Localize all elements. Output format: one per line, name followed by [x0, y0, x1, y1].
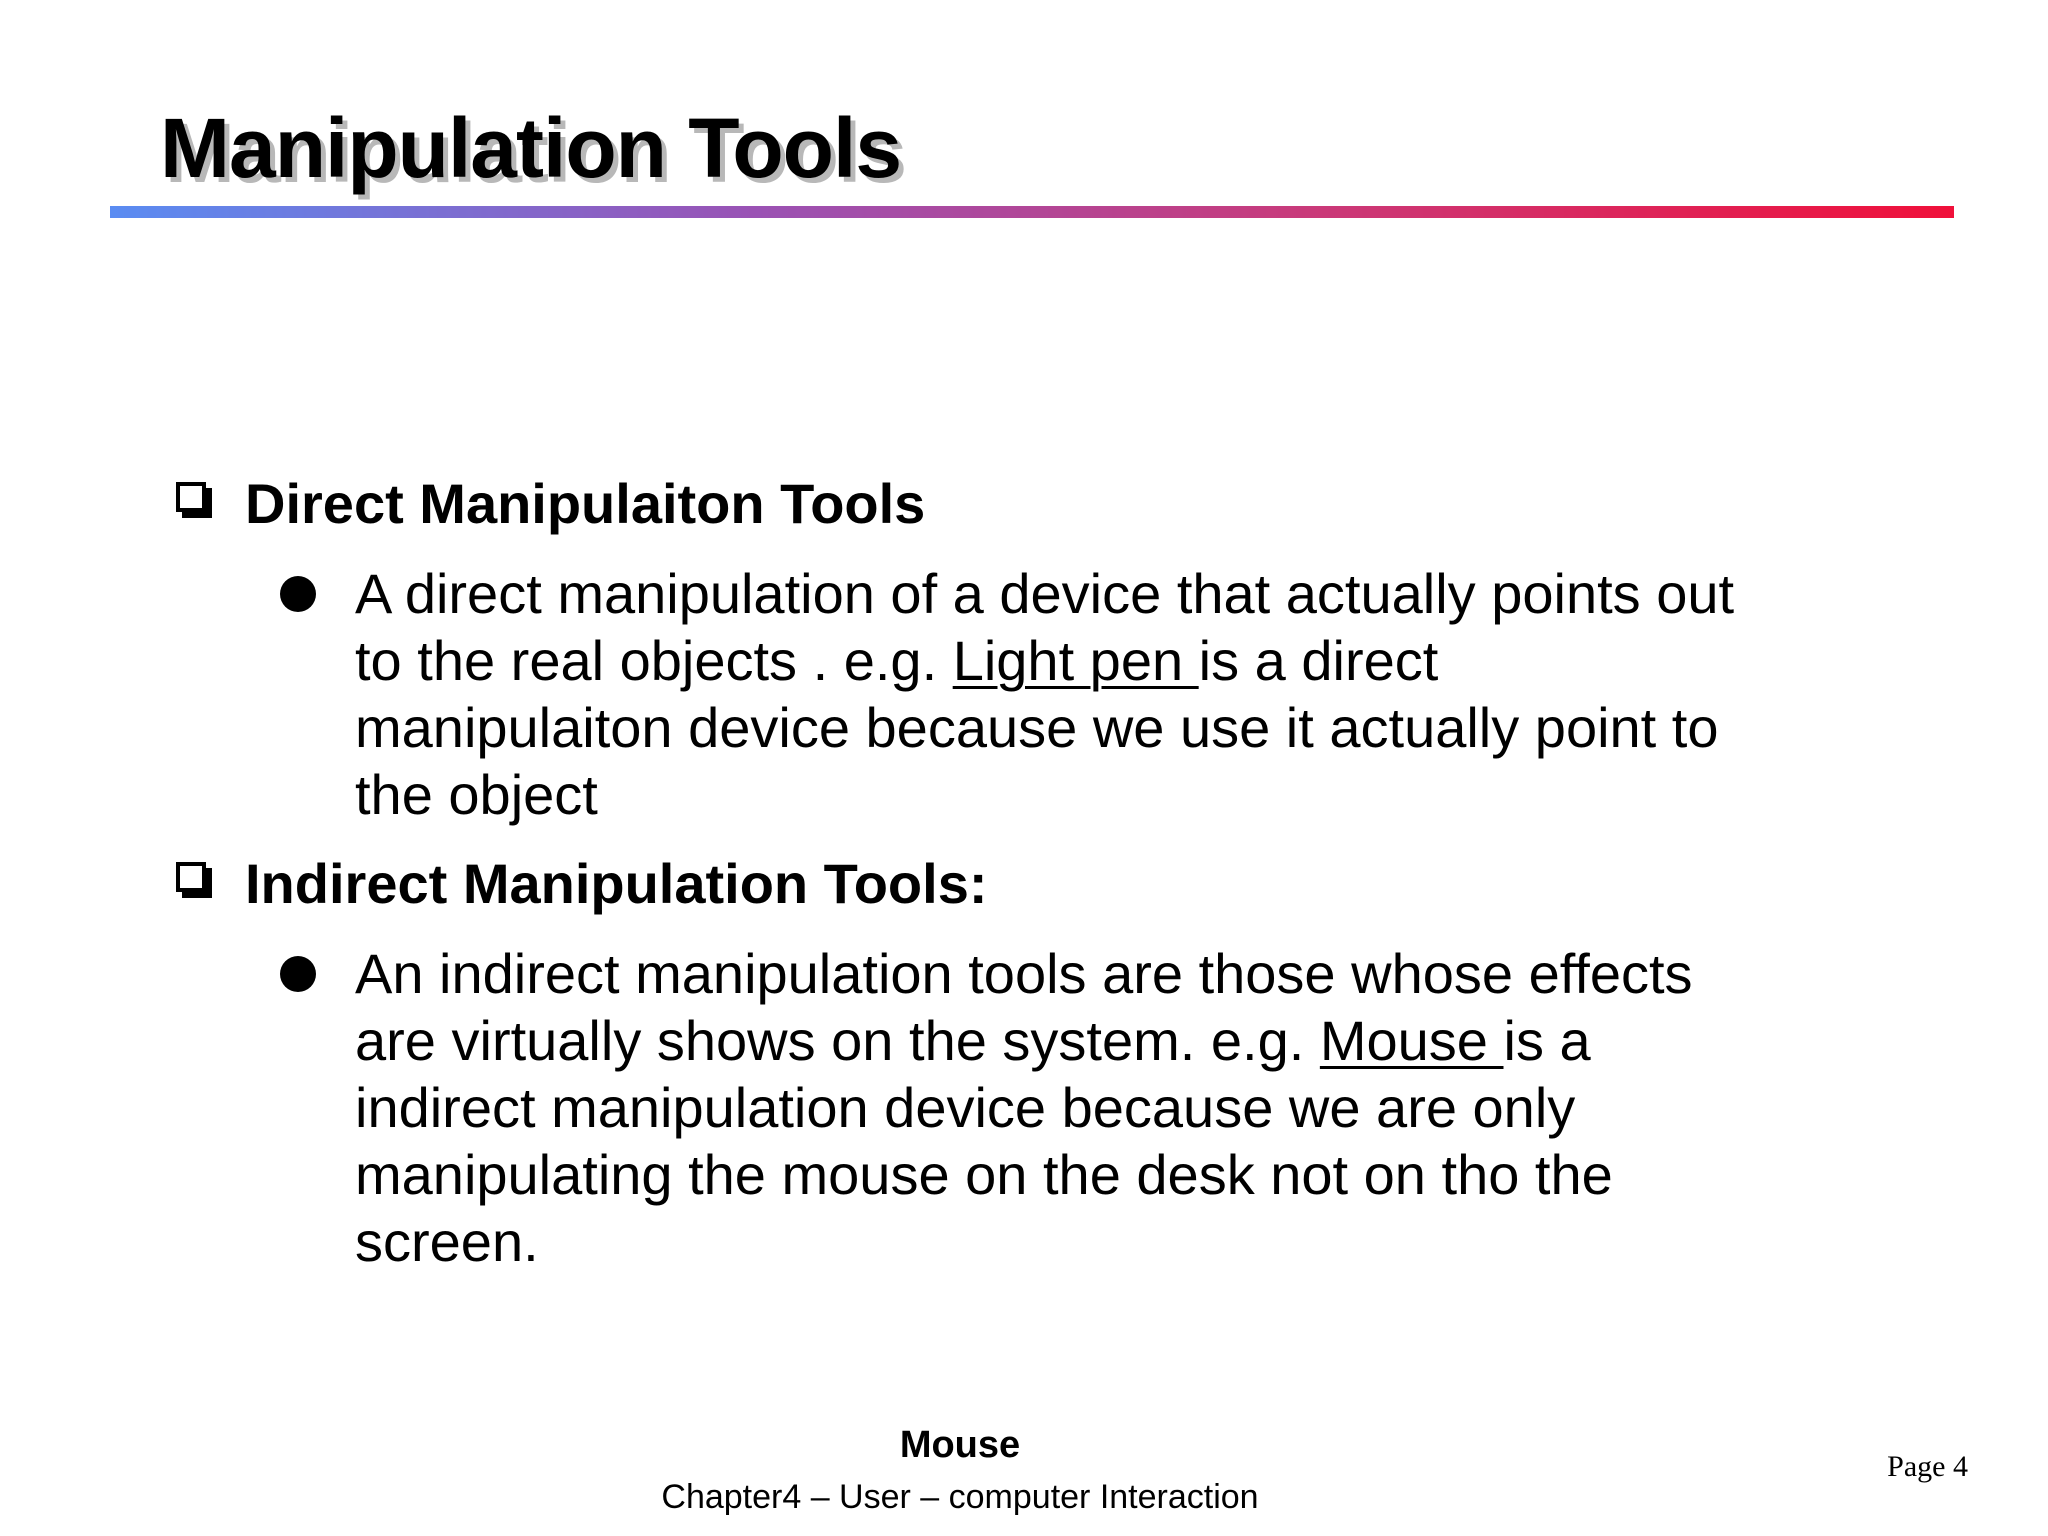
bullet-text: to the real objects . e.g.: [355, 629, 953, 692]
bullet-item: [280, 560, 1935, 828]
bullet-line: manipulaiton device because we use it actually point to: [355, 696, 1719, 759]
mouse-link: Mouse: [1319, 1009, 1504, 1072]
bullet-line: A direct manipulation of a device that actually points out: [355, 562, 1735, 625]
bullet-line: the object: [355, 763, 598, 826]
section-direct: [170, 470, 1870, 538]
bullet-line: [355, 1007, 1935, 1074]
checkbox-bullet-icon: [176, 482, 206, 512]
bullet-line: screen.: [355, 1210, 539, 1273]
slide-title: Manipulation Tools: [160, 101, 902, 195]
bullet-dot-icon: [280, 576, 316, 612]
light-pen-link: Light pen: [952, 629, 1199, 692]
page-number: Page 4: [1887, 1450, 1968, 1483]
bullet-dot-icon: [280, 956, 316, 992]
footer-subtitle: Chapter4 – User – computer Interaction: [661, 1478, 1259, 1516]
section-heading: Indirect Manipulation Tools:: [245, 852, 988, 915]
bullet-text: is a: [1503, 1009, 1591, 1072]
bullet-line: manipulating the mouse on the desk not on tho the: [355, 1143, 1613, 1206]
bullet-line: [355, 627, 1935, 694]
footer-title: Mouse: [899, 1424, 1021, 1466]
section-heading: Direct Manipulaiton Tools: [245, 472, 926, 535]
checkbox-bullet-icon: [176, 862, 206, 892]
bullet-line: indirect manipulation device because we are only: [355, 1076, 1576, 1139]
bullet-text: are virtually shows on the system. e.g.: [355, 1009, 1320, 1072]
bullet-item: [280, 940, 1935, 1275]
slide-content: [170, 470, 1870, 1275]
section-indirect: [170, 850, 1870, 918]
bullet-text: is a direct: [1198, 629, 1439, 692]
bullet-line: An indirect manipulation tools are those whose effects: [355, 942, 1693, 1005]
title-divider: [110, 206, 1954, 218]
